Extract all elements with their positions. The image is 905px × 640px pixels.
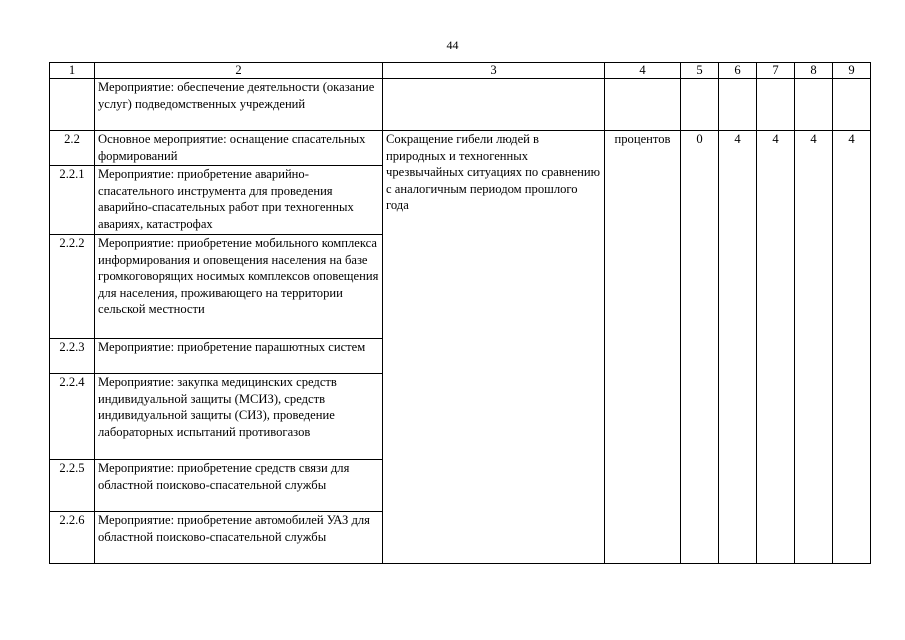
row-number-cell: 2.2.5 [50,460,95,512]
value-cell [719,79,757,131]
row-number-cell: 2.2.6 [50,512,95,564]
value-cell [833,79,871,131]
row-number-cell: 2.2 [50,131,95,166]
row-number-cell: 2.2.4 [50,374,95,460]
row-number-cell: 2.2.3 [50,339,95,374]
activity-name-cell: Мероприятие: приобретение аварийно-спасательного инструмента для проведения аварийно-спасательных работ при техногенных авариях, катастрофах [95,166,383,235]
indicator-cell: Сокращение гибели людей в природных и техногенных чрезвычайных ситуациях по сравнению с аналогичным периодом прошлого года [383,131,605,564]
table-row [50,79,871,131]
value-cell: 4 [833,131,871,564]
value-cell [757,79,795,131]
header-cell: 9 [833,63,871,79]
indicators-table [49,62,871,564]
header-cell: 7 [757,63,795,79]
value-cell [681,79,719,131]
value-cell: 4 [795,131,833,564]
value-cell: 0 [681,131,719,564]
header-cell: 1 [50,63,95,79]
value-cell [795,79,833,131]
header-cell: 8 [795,63,833,79]
activity-name-cell: Мероприятие: приобретение средств связи для областной поисково-спасательной службы [95,460,383,512]
unit-cell [605,79,681,131]
unit-cell: процентов [605,131,681,564]
activity-name-cell: Основное мероприятие: оснащение спасательных формирований [95,131,383,166]
indicator-cell [383,79,605,131]
row-number-cell: 2.2.2 [50,235,95,339]
row-number-cell [50,79,95,131]
activity-name-cell: Мероприятие: обеспечение деятельности (оказание услуг) подведомственных учреждений [95,79,383,131]
header-cell: 4 [605,63,681,79]
activity-name-cell: Мероприятие: приобретение автомобилей УАЗ для областной поисково-спасательной службы [95,512,383,564]
activity-name-cell: Мероприятие: закупка медицинских средств индивидуальной защиты (МСИЗ), средств индивидуальной защиты (СИЗ), проведение лабораторных испытаний противогазов [95,374,383,460]
value-cell: 4 [757,131,795,564]
header-cell: 3 [383,63,605,79]
value-cell: 4 [719,131,757,564]
header-cell: 6 [719,63,757,79]
table-row [50,131,871,166]
row-number-cell: 2.2.1 [50,166,95,235]
page-number: 44 [446,38,459,52]
header-cell: 5 [681,63,719,79]
table-header-row [50,63,871,79]
activity-name-cell: Мероприятие: приобретение парашютных систем [95,339,383,374]
activity-name-cell: Мероприятие: приобретение мобильного комплекса информирования и оповещения населения на базе громкоговорящих носимых комплексов оповещения для населения, проживающего на территории сельской местности [95,235,383,339]
header-cell: 2 [95,63,383,79]
